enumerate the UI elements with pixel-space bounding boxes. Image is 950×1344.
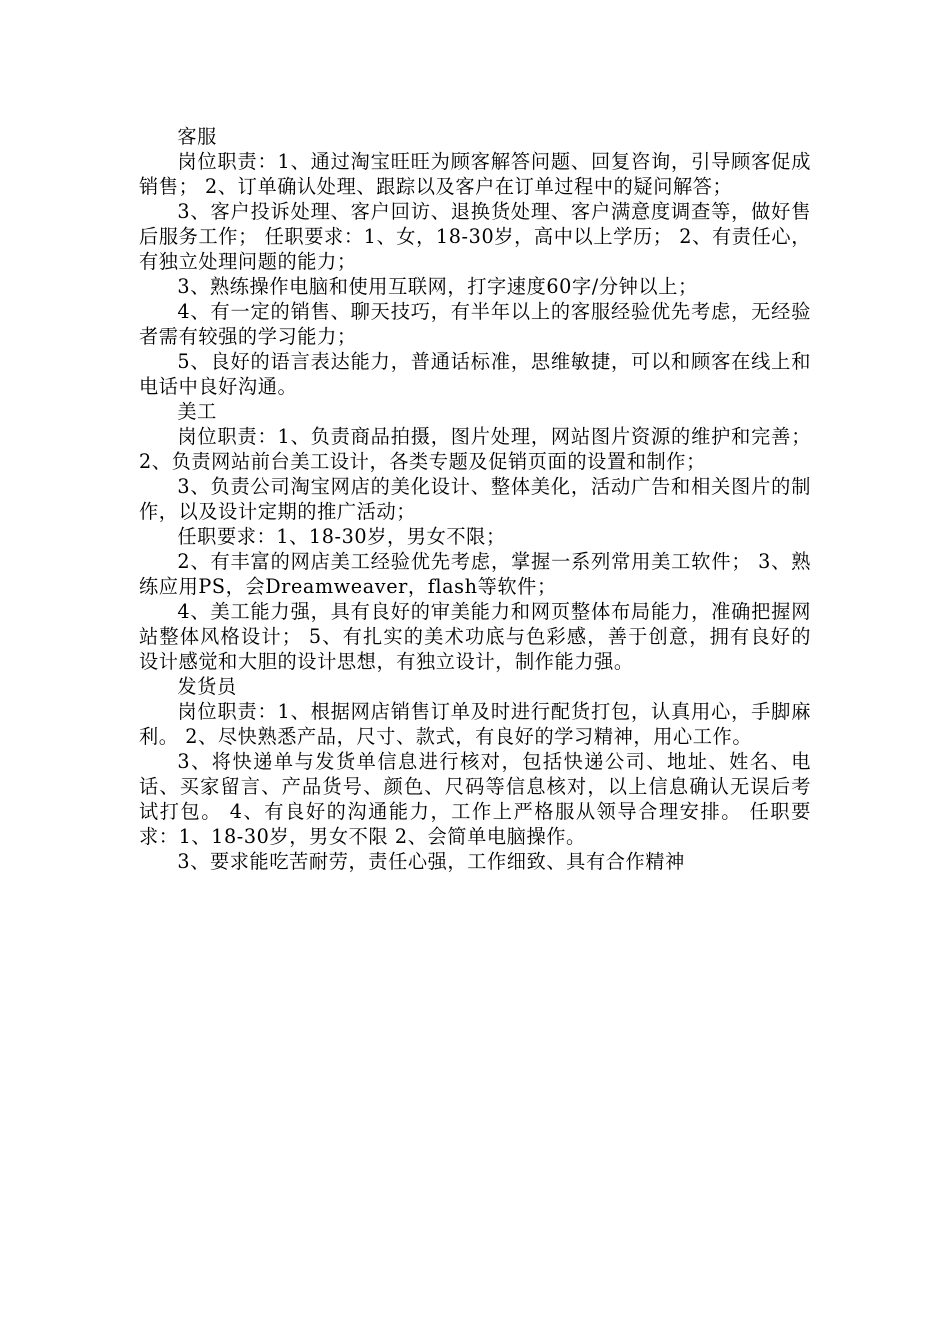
paragraph: 岗位职责：1、负责商品拍摄，图片处理，网站图片资源的维护和完善； 2、负责网站前台美工设计，各类专题及促销页面的设置和制作； bbox=[139, 425, 811, 473]
document-body bbox=[139, 124, 811, 874]
paragraph: 3、熟练操作电脑和使用互联网，打字速度60字/分钟以上； bbox=[177, 275, 698, 298]
heading-designer: 美工 bbox=[177, 400, 217, 423]
paragraph: 3、客户投诉处理、客户回访、退换货处理、客户满意度调查等，做好售后服务工作； 任职要求：1、女，18-30岁，高中以上学历； 2、有责任心，有独立处理问题的能力； bbox=[139, 200, 811, 273]
heading-customer-service: 客服 bbox=[177, 125, 217, 148]
paragraph: 3、负责公司淘宝网店的美化设计、整体美化，活动广告和相关图片的制作，以及设计定期的推广活动； bbox=[139, 475, 811, 523]
heading-shipping-clerk: 发货员 bbox=[177, 675, 237, 698]
paragraph: 5、良好的语言表达能力，普通话标准，思维敏捷，可以和顾客在线上和电话中良好沟通。 bbox=[139, 350, 811, 398]
paragraph: 岗位职责：1、通过淘宝旺旺为顾客解答问题、回复咨询，引导顾客促成销售； 2、订单确认处理、跟踪以及客户在订单过程中的疑问解答； bbox=[139, 150, 811, 198]
paragraph: 2、有丰富的网店美工经验优先考虑，掌握一系列常用美工软件； 3、熟练应用PS，会Dreamweaver，flash等软件； bbox=[139, 550, 811, 598]
paragraph: 4、有一定的销售、聊天技巧，有半年以上的客服经验优先考虑，无经验者需有较强的学习能力； bbox=[139, 300, 811, 348]
paragraph: 4、美工能力强，具有良好的审美能力和网页整体布局能力，准确把握网站整体风格设计； 5、有扎实的美术功底与色彩感，善于创意，拥有良好的设计感觉和大胆的设计思想，有独立设计，制作能力强。 bbox=[139, 600, 811, 673]
paragraph: 岗位职责：1、根据网店销售订单及时进行配货打包，认真用心，手脚麻利。 2、尽快熟悉产品，尺寸、款式，有良好的学习精神，用心工作。 bbox=[139, 700, 811, 748]
paragraph: 任职要求：1、18-30岁，男女不限； bbox=[177, 525, 506, 548]
paragraph: 3、要求能吃苦耐劳，责任心强，工作细致、具有合作精神 bbox=[177, 850, 685, 873]
paragraph: 3、将快递单与发货单信息进行核对，包括快递公司、地址、姓名、电话、买家留言、产品货号、颜色、尺码等信息核对，以上信息确认无误后考试打包。 4、有良好的沟通能力，工作上严格服从领导合理安排。 任职要求：1、18-30岁，男女不限 2、会简单电脑操作。 bbox=[139, 750, 811, 848]
